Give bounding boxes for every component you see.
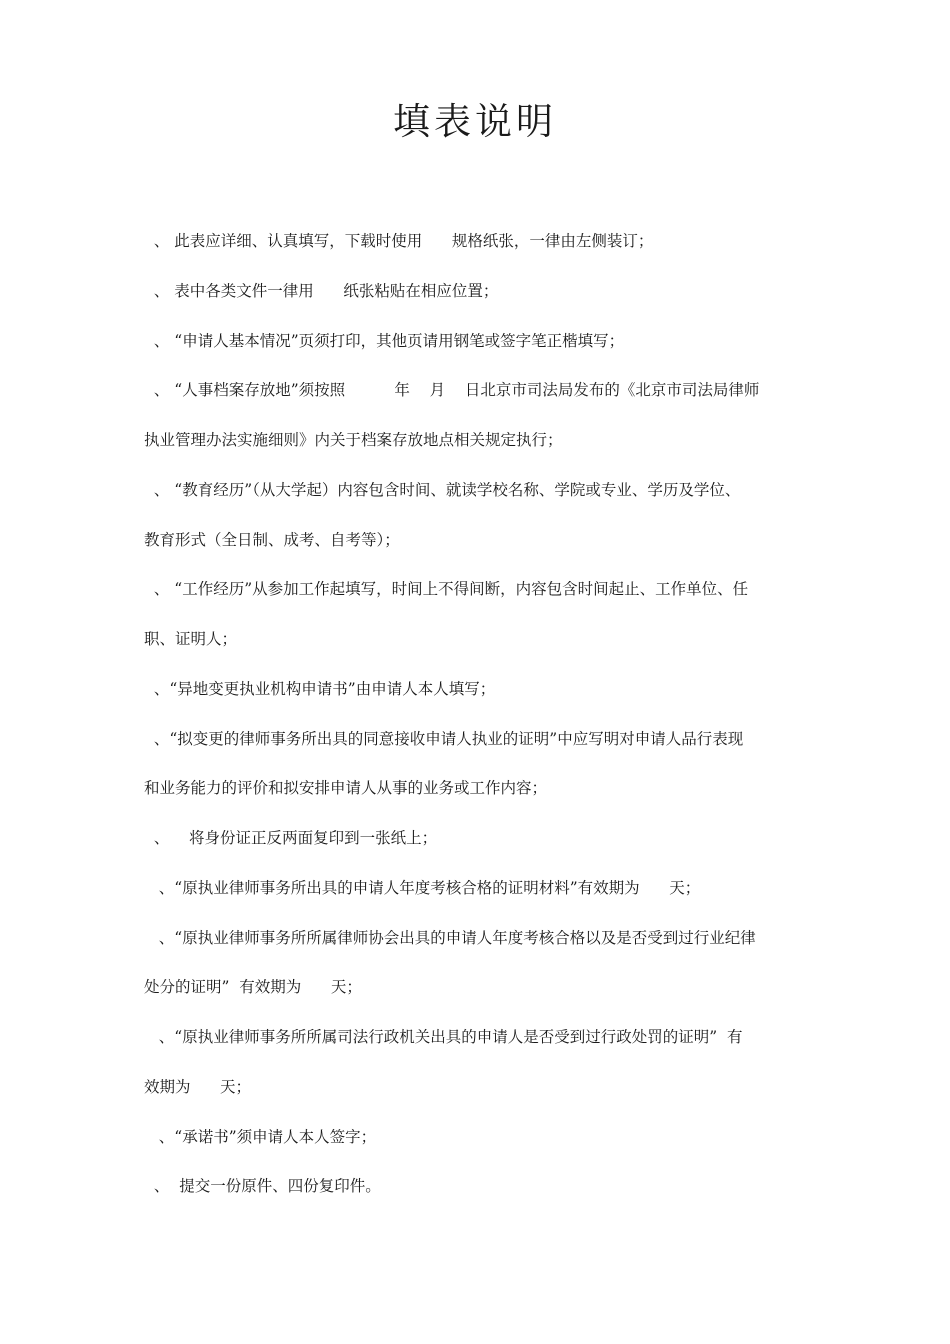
instruction-line-9: 职、证明人； (144, 630, 238, 648)
instruction-line-13: 、 将身份证正反两面复印到一张纸上； (144, 829, 438, 847)
instruction-line-2: 、 表中各类文件一律用 纸张粘贴在相应位置； (144, 282, 499, 300)
instruction-line-17: 、“原执业律师事务所所属司法行政机关出具的申请人是否受到过行政处罚的证明” 有 (144, 1028, 743, 1046)
instruction-line-11: 、“拟变更的律师事务所出具的同意接收申请人执业的证明”中应写明对申请人品行表现 (144, 730, 744, 748)
instruction-line-16: 处分的证明” 有效期为 天； (144, 978, 362, 996)
instruction-line-10: 、“异地变更执业机构申请书”由申请人本人填写； (144, 680, 496, 698)
instruction-line-12: 和业务能力的评价和拟安排申请人从事的业务或工作内容； (144, 779, 548, 797)
page-title: 填表说明 (393, 100, 557, 143)
instruction-line-4: 、 “人事档案存放地”须按照 年 月 日北京市司法局发布的《北京市司法局律师 (144, 381, 760, 399)
instruction-line-14: 、“原执业律师事务所出具的申请人年度考核合格的证明材料”有效期为 天； (144, 879, 701, 897)
instruction-line-6: 、 “教育经历”（从大学起）内容包含时间、就读学校名称、学院或专业、学历及学位、 (144, 481, 741, 499)
instruction-line-1: 、 此表应详细、认真填写，下载时使用 规格纸张，一律由左侧装订； (144, 232, 654, 250)
instruction-line-7: 教育形式（全日制、成考、自考等）； (144, 531, 400, 549)
instruction-line-3: 、 “申请人基本情况”页须打印，其他页请用钢笔或签字笔正楷填写； (144, 332, 625, 350)
instruction-line-8: 、 “工作经历”从参加工作起填写，时间上不得间断，内容包含时间起止、工作单位、任 (144, 580, 749, 598)
instruction-line-15: 、“原执业律师事务所所属律师协会出具的申请人年度考核合格以及是否受到过行业纪律 (144, 929, 756, 947)
instruction-line-20: 、 提交一份原件、四份复印件。 (144, 1177, 381, 1195)
instruction-line-18: 效期为 天； (144, 1078, 252, 1096)
instruction-line-19: 、“承诺书”须申请人本人签字； (144, 1128, 377, 1146)
instruction-line-5: 执业管理办法实施细则》内关于档案存放地点相关规定执行； (144, 431, 563, 449)
